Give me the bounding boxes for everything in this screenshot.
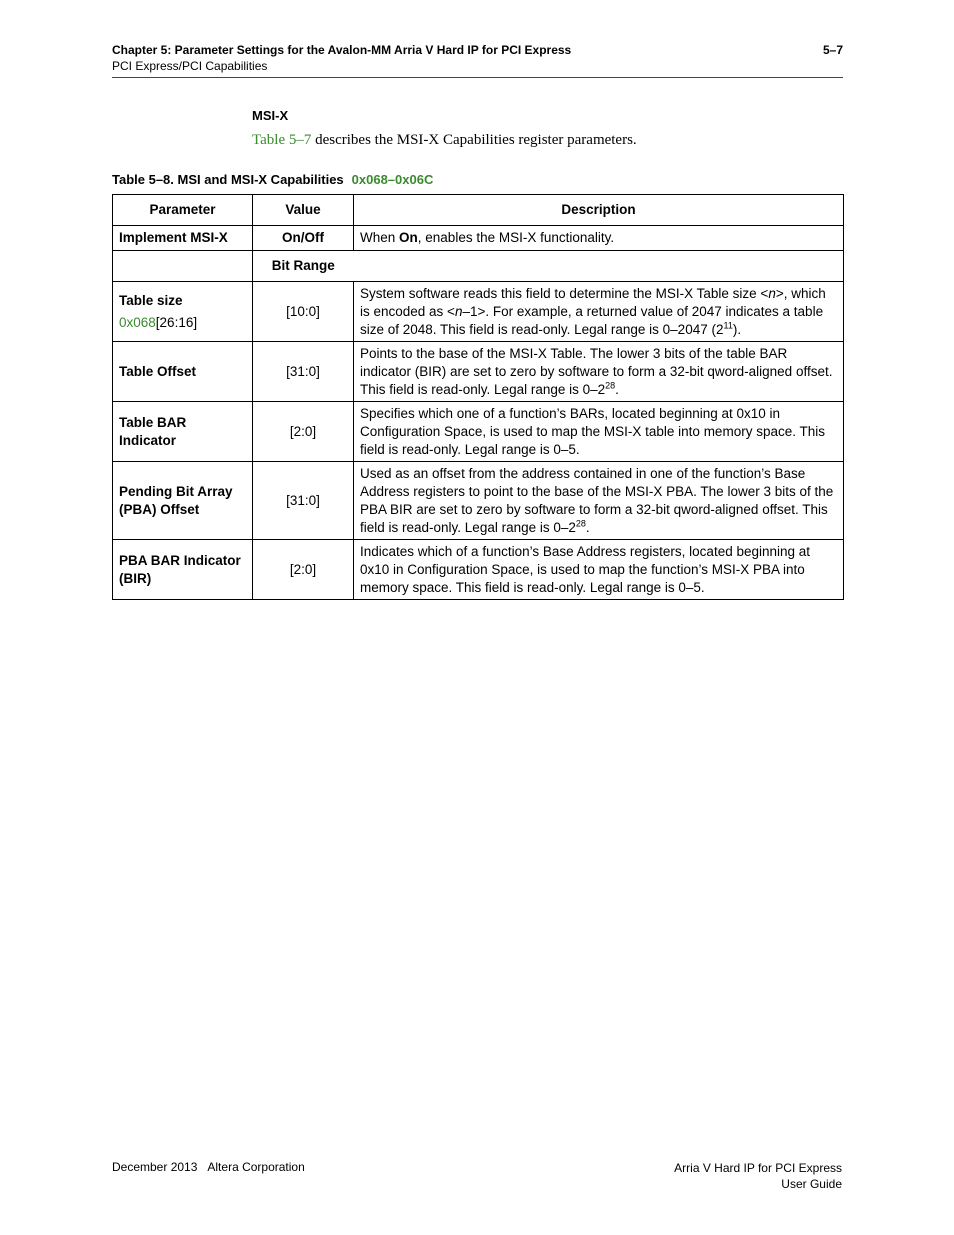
desc-text: System software reads this field to determine the MSI-X Table size <	[360, 285, 769, 301]
table-row	[113, 226, 844, 251]
desc-text: .	[585, 519, 590, 535]
param-name: Table size	[119, 292, 183, 308]
page-footer-left	[112, 1160, 305, 1174]
desc-text: .	[615, 381, 619, 397]
footer-date: December 2013	[112, 1160, 198, 1174]
chapter-title: Chapter 5: Parameter Settings for the Avalon-MM Arria V Hard IP for PCI Express	[112, 43, 572, 57]
intro-text: describes the MSI-X Capabilities register parameters.	[311, 132, 637, 148]
param-name: PBA BAR Indicator (BIR)	[113, 540, 253, 600]
table-header-row	[113, 195, 844, 226]
table-reference-link[interactable]: Table 5–7	[252, 132, 312, 148]
page-number: 5–7	[822, 43, 843, 57]
param-value: On/Off	[253, 226, 354, 251]
bit-range-row	[113, 251, 844, 282]
page-footer-right	[674, 1160, 842, 1192]
desc-superscript: 11	[723, 320, 733, 330]
intro-paragraph	[252, 132, 637, 149]
param-value: [10:0]	[253, 282, 354, 342]
empty-cell	[354, 251, 844, 282]
table-row	[113, 540, 844, 600]
desc-bold: On	[399, 230, 418, 245]
table-row	[113, 342, 844, 402]
param-value: [31:0]	[253, 462, 354, 540]
desc-superscript: 28	[605, 380, 616, 390]
footer-company: Altera Corporation	[207, 1160, 305, 1174]
desc-text: When	[360, 230, 400, 245]
param-name-cell	[113, 282, 253, 342]
header-divider	[112, 77, 843, 78]
header-description: Description	[354, 195, 844, 226]
section-heading: MSI-X	[252, 108, 289, 123]
desc-superscript: 28	[575, 518, 586, 528]
footer-doc-type: User Guide	[781, 1177, 842, 1191]
param-value: [31:0]	[253, 342, 354, 402]
param-address	[119, 314, 246, 332]
empty-cell	[113, 251, 253, 282]
param-description	[354, 282, 844, 342]
msix-capabilities-table	[112, 194, 844, 600]
table-row	[113, 282, 844, 342]
table-caption-address: 0x068–0x06C	[351, 172, 434, 187]
desc-italic: n	[768, 285, 776, 301]
param-name: Implement MSI-X	[113, 226, 253, 251]
param-description	[354, 226, 844, 251]
param-description: Indicates which of a function’s Base Address registers, located beginning at 0x10 in Configuration Space, is used to map the function’s MSI-X PBA into memory space. This field is read-only. Legal range is 0–5.	[354, 540, 844, 600]
desc-text: Points to the base of the MSI-X Table. The lower 3 bits of the table BAR indicator (BIR) are set to zero by software to form a 32-bit qword-aligned offset. This field is read-only. Legal range is 0–2	[360, 345, 833, 397]
desc-text: Used as an offset from the address contained in one of the function’s Base Address registers to point to the base of the MSI-X PBA. The lower 3 bits of the PBA BIR are set to zero by software to form a 32-bit qword-aligned offset. This field is read-only. Legal range is 0–2	[360, 465, 834, 535]
param-description	[354, 342, 844, 402]
header-parameter: Parameter	[113, 195, 253, 226]
param-description: Specifies which one of a function’s BARs, located beginning at 0x10 in Configuration Space, is used to map the MSI-X table into memory space. This field is read-only. Legal range is 0–5.	[354, 402, 844, 462]
desc-italic: n	[454, 303, 463, 319]
address-bits: [26:16]	[155, 314, 198, 330]
desc-text: , enables the MSI-X functionality.	[417, 230, 615, 245]
desc-text: ).	[732, 321, 742, 337]
header-value: Value	[253, 195, 354, 226]
table-caption-title: Table 5–8. MSI and MSI-X Capabilities	[112, 172, 344, 187]
param-value: [2:0]	[253, 402, 354, 462]
param-name: Table Offset	[113, 342, 253, 402]
param-name: Pending Bit Array (PBA) Offset	[113, 462, 253, 540]
desc-text: >, which is encoded as <	[360, 285, 826, 319]
table-caption	[112, 172, 433, 187]
table-row	[113, 402, 844, 462]
footer-doc-title: Arria V Hard IP for PCI Express	[674, 1161, 842, 1175]
param-value: [2:0]	[253, 540, 354, 600]
desc-text: –1>. For example, a returned value of 2047 indicates a table size of 2048. This field is read-only. Legal range is 0–2047 (2	[360, 303, 824, 337]
bit-range-label: Bit Range	[253, 251, 354, 282]
address-link[interactable]: 0x068	[119, 314, 156, 330]
table-row	[113, 462, 844, 540]
section-name: PCI Express/PCI Capabilities	[112, 59, 268, 73]
param-description	[354, 462, 844, 540]
param-name: Table BAR Indicator	[113, 402, 253, 462]
